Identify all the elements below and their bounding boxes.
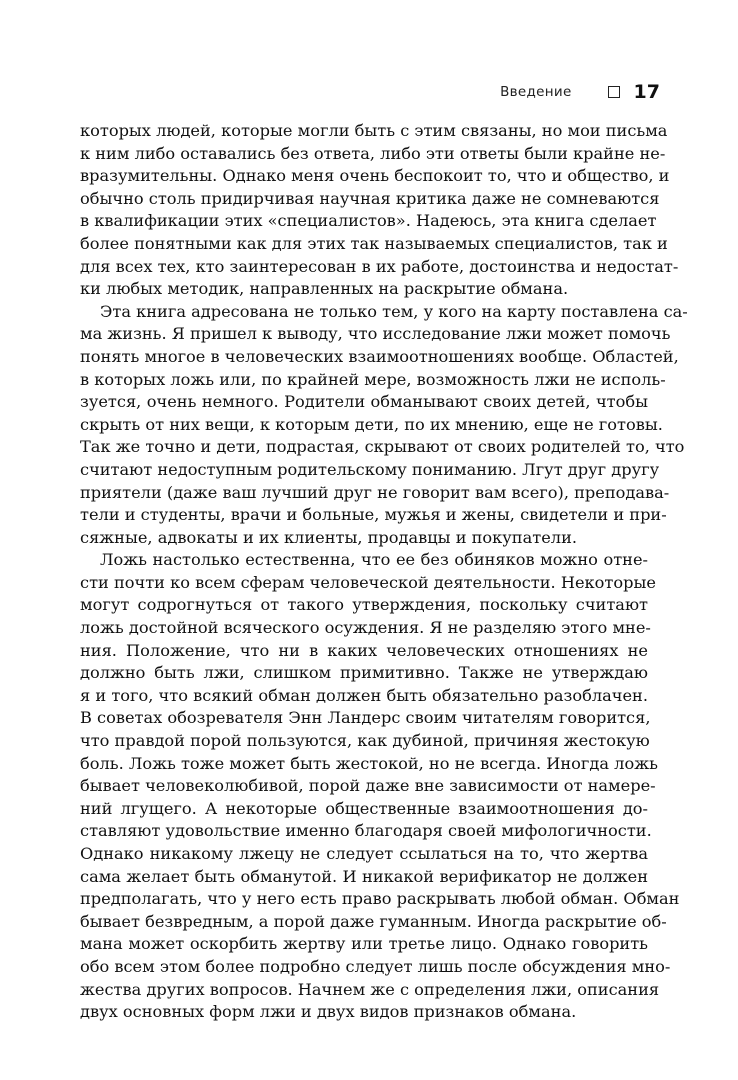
text-line: сяжные, адвокаты и их клиенты, продавцы и покупатели.	[80, 527, 577, 547]
text-line: предполагать, что у него есть право раскрывать любой обман. Обман	[80, 889, 680, 909]
paragraph-2	[80, 301, 688, 550]
text-line: сти почти ко всем сферам человеческой деятельности. Некоторые	[80, 572, 656, 592]
text-line: могут содрогнуться от такого утверждения, поскольку считают	[80, 595, 648, 615]
paragraph-1	[80, 120, 679, 301]
text-line: что правдой порой пользуются, как дубиной, причиняя жестокую	[80, 731, 650, 751]
text-line: ния. Положение, что ни в каких человеческих отношениях не	[80, 640, 648, 660]
square-icon	[608, 86, 620, 98]
text-line: понять многое в человеческих взаимоотношениях вообще. Областей,	[80, 346, 679, 366]
text-line: ний лгущего. А некоторые общественные взаимоотношения до-	[80, 798, 648, 818]
text-line: в квалификации этих «специалистов». Надеюсь, эта книга сделает	[80, 211, 657, 231]
text-line: обо всем этом более подробно следует лишь после обсуждения мно-	[80, 956, 671, 976]
text-line: бывает человеколюбивой, порой даже вне зависимости от намере-	[80, 776, 656, 796]
paragraph-3	[80, 549, 680, 1023]
body-text	[80, 120, 688, 1024]
text-line: приятели (даже ваш лучший друг не говорит вам всего), преподава-	[80, 482, 670, 502]
text-line: Так же точно и дети, подрастая, скрывают от своих родителей то, что	[80, 437, 685, 457]
text-line: в которых ложь или, по крайней мере, возможность лжи не исполь-	[80, 369, 666, 389]
page-number: 17	[633, 81, 660, 103]
text-line: ки любых методик, направленных на раскрытие обмана.	[80, 279, 569, 299]
text-line: считают недоступным родительскому пониманию. Лгут друг другу	[80, 459, 660, 479]
text-line: Ложь настолько естественна, что ее без обиняков можно отне-	[100, 550, 648, 570]
text-line: боль. Ложь тоже может быть жестокой, но не всегда. Иногда ложь	[80, 753, 658, 773]
text-line: ставляют удовольствие именно благодаря своей мифологичности.	[80, 821, 652, 841]
text-line: бывает безвредным, а порой даже гуманным. Иногда раскрытие об-	[80, 911, 667, 931]
text-line: сама желает быть обманутой. И никакой верификатор не должен	[80, 866, 648, 886]
running-head	[460, 80, 660, 104]
text-line: двух основных форм лжи и двух видов признаков обмана.	[80, 1002, 577, 1022]
text-line: к ним либо оставались без ответа, либо эти ответы были крайне не-	[80, 143, 666, 163]
text-line: для всех тех, кто заинтересован в их работе, достоинства и недостат-	[80, 256, 679, 276]
text-line: мана может оскорбить жертву или третье лицо. Однако говорить	[80, 934, 648, 954]
section-title: Введение	[500, 84, 572, 100]
text-line: более понятными как для этих так называемых специалистов, так и	[80, 233, 668, 253]
text-line: скрыть от них вещи, к которым дети, по их мнению, еще не готовы.	[80, 414, 663, 434]
text-line: В советах обозревателя Энн Ландерс своим читателям говорится,	[80, 708, 651, 728]
text-line: тели и студенты, врачи и больные, мужья и жены, свидетели и при-	[80, 505, 667, 525]
text-line: Эта книга адресована не только тем, у кого на карту поставлена са-	[100, 301, 688, 321]
text-line: должно быть лжи, слишком примитивно. Также не утверждаю	[80, 663, 648, 683]
text-line: зуется, очень немного. Родители обманывают своих детей, чтобы	[80, 392, 648, 412]
text-line: ложь достойной всяческого осуждения. Я не разделяю этого мне-	[80, 618, 651, 638]
text-line: ма жизнь. Я пришел к выводу, что исследование лжи может помочь	[80, 324, 671, 344]
text-line: вразумительны. Однако меня очень беспокоит то, что и общество, и	[80, 166, 670, 186]
text-line: которых людей, которые могли быть с этим связаны, но мои письма	[80, 121, 668, 140]
text-line: я и того, что всякий обман должен быть обязательно разоблачен.	[80, 685, 648, 705]
text-line: Однако никакому лжецу не следует ссылаться на то, что жертва	[80, 844, 648, 863]
text-line: обычно столь придирчивая научная критика даже не сомневаются	[80, 188, 660, 208]
text-line: жества других вопросов. Начнем же с определения лжи, описания	[80, 979, 660, 999]
